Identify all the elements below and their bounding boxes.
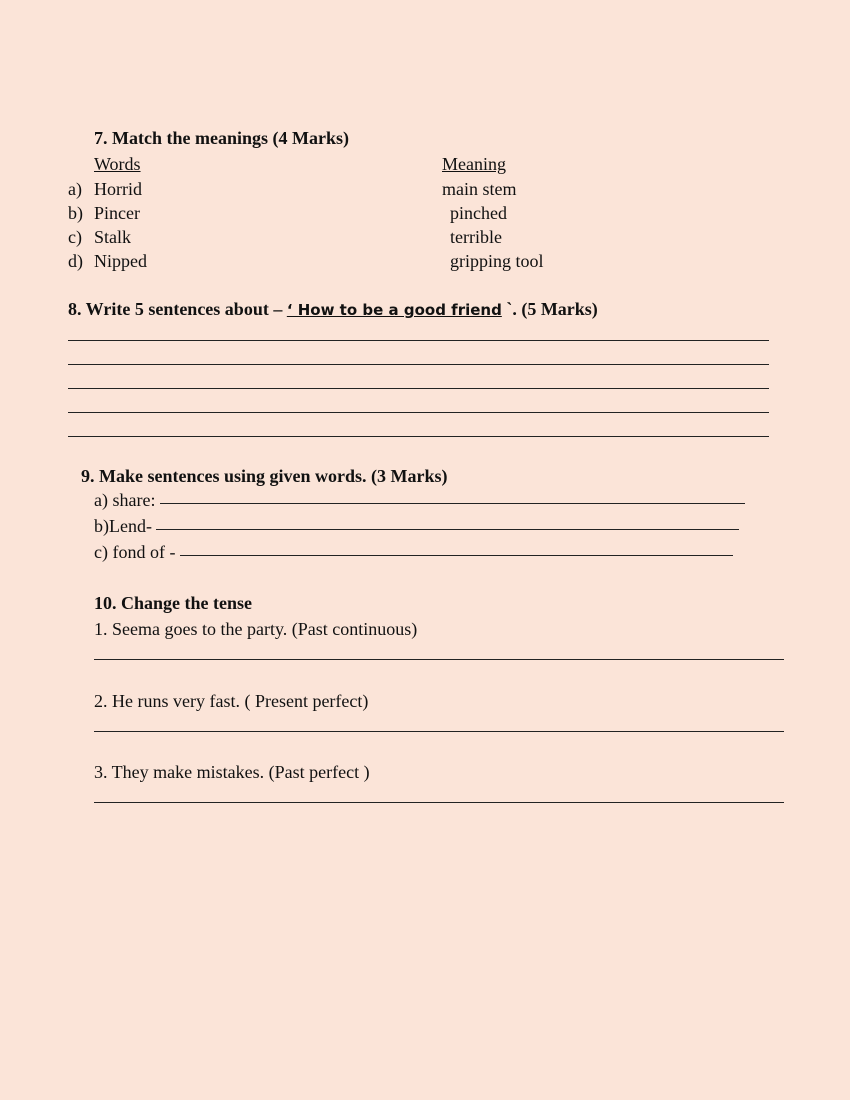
meaning-item: terrible: [450, 227, 502, 247]
row-letter: b): [68, 203, 83, 223]
q9-heading: 9. Make sentences using given words. (3 Marks): [81, 466, 448, 486]
q10-item: 2. He runs very fast. ( Present perfect): [94, 691, 369, 711]
answer-line[interactable]: [94, 731, 784, 732]
answer-line[interactable]: [68, 436, 769, 437]
q9-item-label: c) fond of -: [94, 542, 180, 562]
answer-line[interactable]: [68, 340, 769, 341]
answer-line[interactable]: [156, 528, 739, 530]
q10-item: 3. They make mistakes. (Past perfect ): [94, 762, 370, 782]
answer-line[interactable]: [68, 388, 769, 389]
answer-line[interactable]: [68, 364, 769, 365]
answer-line[interactable]: [68, 412, 769, 413]
answer-line[interactable]: [180, 554, 733, 556]
answer-line[interactable]: [160, 502, 745, 504]
q8-heading-suffix: `. (5 Marks): [501, 299, 598, 319]
q9-item-label: b)Lend-: [94, 516, 157, 536]
q9-item-share: [94, 489, 745, 511]
q9-item-lend: [94, 515, 739, 537]
q8-heading: [68, 298, 598, 321]
words-column-header: Words: [94, 154, 141, 174]
word-item: Horrid: [94, 179, 142, 199]
row-letter: c): [68, 227, 82, 247]
row-letter: a): [68, 179, 82, 199]
meaning-item: gripping tool: [450, 251, 544, 271]
q10-heading: 10. Change the tense: [94, 593, 252, 613]
word-item: Pincer: [94, 203, 140, 223]
q10-item: 1. Seema goes to the party. (Past continuous): [94, 619, 418, 639]
q9-item-label: a) share:: [94, 490, 160, 510]
answer-line[interactable]: [94, 802, 784, 803]
row-letter: d): [68, 251, 83, 271]
q9-item-fond: [94, 541, 733, 563]
word-item: Nipped: [94, 251, 147, 271]
meaning-column-header: Meaning: [442, 154, 506, 174]
q8-topic: ‘ How to be a good friend: [286, 301, 502, 319]
answer-line[interactable]: [94, 659, 784, 660]
meaning-item: pinched: [450, 203, 507, 223]
q7-heading: 7. Match the meanings (4 Marks): [94, 128, 349, 148]
q8-heading-prefix: 8. Write 5 sentences about –: [68, 299, 287, 319]
word-item: Stalk: [94, 227, 132, 247]
meaning-item: main stem: [442, 179, 517, 199]
